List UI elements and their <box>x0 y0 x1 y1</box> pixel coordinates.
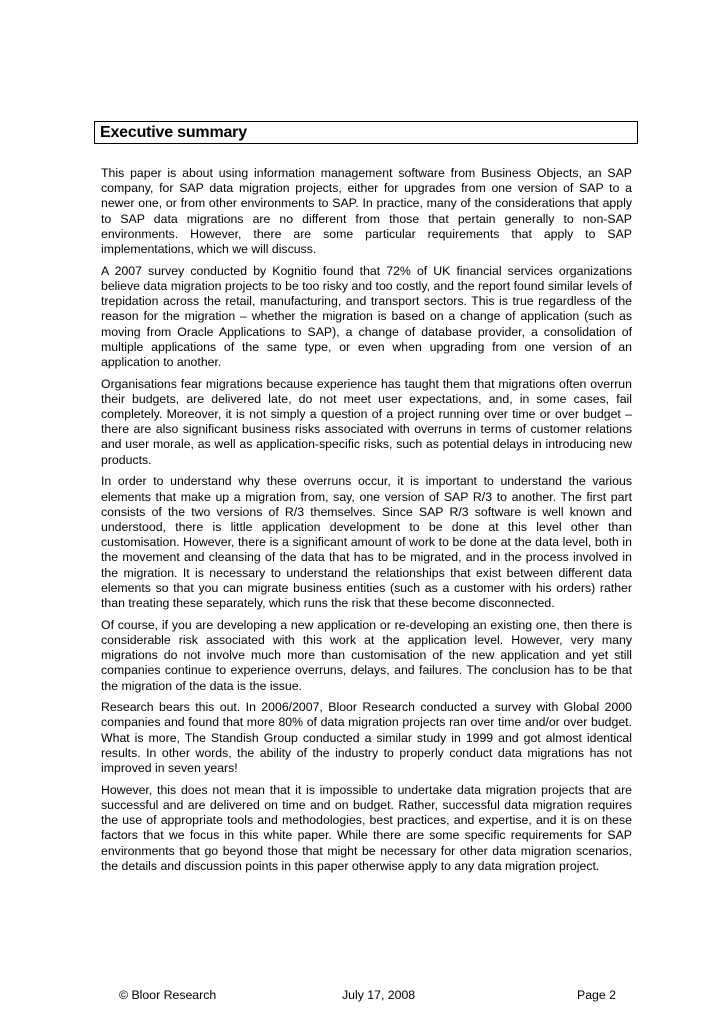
section-heading: Executive summary <box>100 124 247 141</box>
paragraph: A 2007 survey conducted by Kognitio found that 72% of UK financial services organizations believe data migration projects to be too risky and too costly, and the report found similar levels of trepidation across the retail, manufacturing, and transport sectors. This is true regardless of the reason for the migration – whether the migration is based on a change of application (such as moving from Oracle Applications to SAP), a change of database provider, a consolidation of multiple applications of the same type, or even when upgrading from one version of an application to another. <box>101 263 632 369</box>
footer-copyright: © Bloor Research <box>119 988 217 1002</box>
paragraph: In order to understand why these overruns occur, it is important to understand the various elements that make up a migration from, say, one version of SAP R/3 to another. The first part consists of the two versions of R/3 themselves. Since SAP R/3 software is well known and understood, there is little application development to be done at this level other than customisation. However, there is a significant amount of work to be done at the data level, both in the movement and cleansing of the data that has to be migrated, and in the process involved in the migration. It is necessary to understand the relationships that exist between different data elements so that you can migrate business entities (such as a customer with his orders) rather than treating these separately, which runs the risk that these become disconnected. <box>101 474 632 610</box>
section-heading-box <box>94 121 638 144</box>
paragraph: Of course, if you are developing a new application or re-developing an existing one, then there is considerable risk associated with this work at the application level. However, very many migrations do not involve much more than customisation of the new application and yet still companies continue to experience overruns, delays, and failures. The conclusion has to be that the migration of the data is the issue. <box>101 617 632 693</box>
paragraph: However, this does not mean that it is impossible to undertake data migration projects that are successful and are delivered on time and on budget. Rather, successful data migration requires the use of appropriate tools and methodologies, best practices, and expertise, and it is on these factors that we focus in this white paper. While there are some specific requirements for SAP environments that go beyond those that might be necessary for other data migration scenarios, the details and discussion points in this paper otherwise apply to any data migration project. <box>101 782 632 873</box>
document-body <box>101 166 632 880</box>
page-footer <box>0 987 728 1003</box>
paragraph: Organisations fear migrations because experience has taught them that migrations often overrun their budgets, are delivered late, do not meet user expectations, and, in some cases, fail completely. Moreover, it is not simply a question of a project running over time or over budget – there are also significant business risks associated with overruns in terms of customer relations and user morale, as well as application-specific risks, such as potential delays in introducing new products. <box>101 376 632 467</box>
footer-date: July 17, 2008 <box>342 988 416 1002</box>
paragraph: This paper is about using information management software from Business Objects, an SAP company, for SAP data migration projects, either for upgrades from one version of SAP to a newer one, or from other environments to SAP. In practice, many of the considerations that apply to SAP data migrations are no different from those that pertain generally to non-SAP environments. However, there are some particular requirements that apply to SAP implementations, which we will discuss. <box>101 166 632 257</box>
footer-page-number: Page 2 <box>577 988 616 1002</box>
paragraph: Research bears this out. In 2006/2007, Bloor Research conducted a survey with Global 2000 companies and found that more 80% of data migration projects ran over time and/or over budget. What is more, The Standish Group conducted a similar study in 1999 and got almost identical results. In other words, the ability of the industry to properly conduct data migrations has not improved in seven years! <box>101 700 632 776</box>
